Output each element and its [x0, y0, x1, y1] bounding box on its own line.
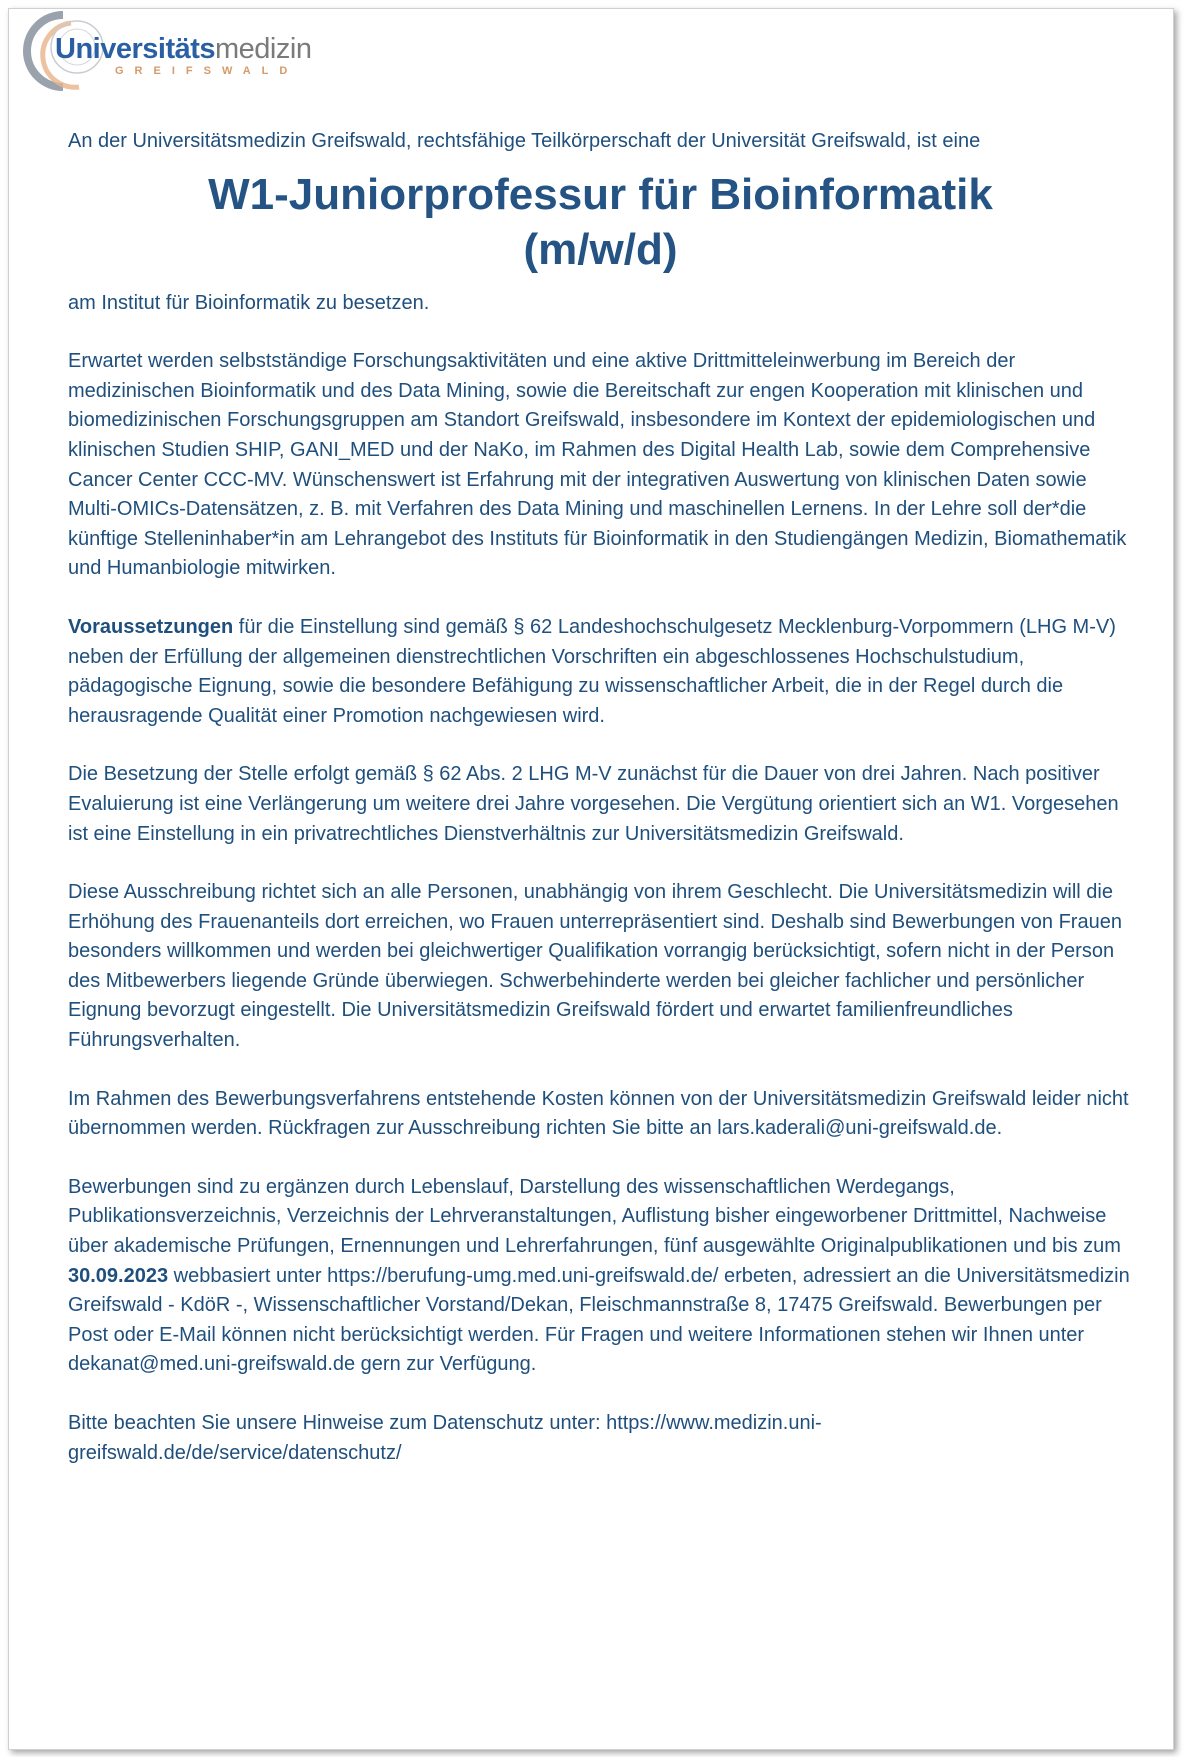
job-title-line2: (m/w/d) [523, 224, 678, 274]
institute-text: am Institut für Bioinformatik zu besetzen. [68, 291, 430, 314]
paragraph-requirements: Voraussetzungen für die Einstellung sind gemäß § 62 Landeshochschulgesetz Mecklenburg-Vorpommern (LHG M-V) neben der Erfüllung der allgemeinen dienstrechtlichen Vorschriften ein abgeschlossenes Hochschulstudium, pädagogische Eignung, sowie die besondere Befähigung zu wissenschaftlicher Arbeit, die in der Regel durch die herausragende Qualität einer Promotion nachgewiesen wird. [68, 615, 1116, 727]
paragraph-duration: Die Besetzung der Stelle erfolgt gemäß § 62 Abs. 2 LHG M-V zunächst für die Dauer von drei Jahren. Nach positiver Evaluierung ist eine Verlängerung um weitere drei Jahre vorgesehen. Die Vergütung orientiert sich an W1. Vorgesehen ist eine Einstellung in ein privatrechtliches Dienstverhältnis zur Universitätsmedizin Greifswald. [68, 763, 1119, 845]
logo-wordmark: Universitätsmedizin [55, 33, 312, 65]
intro-text: An der Universitätsmedizin Greifswald, rechtsfähige Teilkörperschaft der Universität Greifswald, ist eine [68, 130, 981, 152]
paragraph-privacy: Bitte beachten Sie unsere Hinweise zum Datenschutz unter: https://www.medizin.uni-greifswald.de/de/service/datenschutz/ [68, 1412, 822, 1464]
paragraph-expectations: Erwartet werden selbstständige Forschungsaktivitäten und eine aktive Drittmitteleinwerbung im Bereich der medizinischen Bioinformatik und des Data Mining, sowie die Bereitschaft zur engen Kooperation mit klinischen und biomedizinischen Forschungsgruppen am Standort Greifswald, insbesondere im Kontext der epidemiologischen und klinischen Studien SHIP, GANI_MED und der NaKo, im Rahmen des Digital Health Lab, sowie dem Comprehensive Cancer Center CCC-MV. Wünschenswert ist Erfahrung mit der integrativen Auswertung von klinischen Daten sowie Multi-OMICs-Datensätzen, z. B. mit Verfahren des Data Mining und maschinellen Lernens. In der Lehre soll der*die künftige Stelleninhaber*in am Lehrangebot des Instituts für Bioinformatik in den Studiengängen Medizin, Biomathematik und Humanbiologie mitwirken. [68, 350, 1127, 580]
job-title-line1: W1-Juniorprofessur für Bioinformatik [208, 169, 993, 219]
paragraph-application: Bewerbungen sind zu ergänzen durch Lebenslauf, Darstellung des wissenschaftlichen Werdegangs, Publikationsverzeichnis, Verzeichnis der Lehrveranstaltungen, Auflistung bisher eingeworbener Drittmittel, Nachweise über akademische Prüfungen, Ernennungen und Lehrerfahrungen, fünf ausgewählte Originalpublikationen und bis zum 30.09.2023 webbasiert unter https://berufung-umg.med.uni-greifswald.de/ erbeten, adressiert an die Universitätsmedizin Greifswald - KdöR -, Wissenschaftlicher Vorstand/Dekan, Fleischmannstraße 8, 17475 Greifswald. Bewerbungen per Post oder E-Mail können nicht berücksichtigt werden. Für Fragen und weitere Informationen stehen wir Ihnen unter dekanat@med.uni-greifswald.de gern zur Verfügung. [68, 1175, 1130, 1376]
requirements-label: Voraussetzungen [68, 615, 234, 638]
logo-subline: GREIFSWALD [115, 65, 299, 77]
document-page [8, 8, 1174, 1750]
job-title [68, 167, 1133, 277]
application-deadline: 30.09.2023 [68, 1264, 169, 1287]
paragraph-costs: Im Rahmen des Bewerbungsverfahrens entstehende Kosten können von der Universitätsmedizin Greifswald leider nicht übernommen werden. Rückfragen zur Ausschreibung richten Sie bitte an lars.kaderali@uni-greifswald.de. [68, 1087, 1129, 1140]
paragraph-diversity: Diese Ausschreibung richtet sich an alle Personen, unabhängig von ihrem Geschlecht. Die Universitätsmedizin will die Erhöhung des Frauenanteils dort erreichen, wo Frauen unterrepräsentiert sind. Deshalb sind Bewerbungen von Frauen besonders willkommen und werden bei gleichwertiger Qualifikation vorrangig berücksichtigt, sofern nicht in der Person des Mitbewerbers liegende Gründe überwiegen. Schwerbehinderte werden bei gleicher fachlicher und persönlicher Eignung bevorzugt eingestellt. Die Universitätsmedizin Greifswald fördert und erwartet familienfreundliches Führungsverhalten. [68, 881, 1122, 1052]
university-logo [19, 9, 319, 99]
job-posting-content [68, 127, 1133, 1468]
